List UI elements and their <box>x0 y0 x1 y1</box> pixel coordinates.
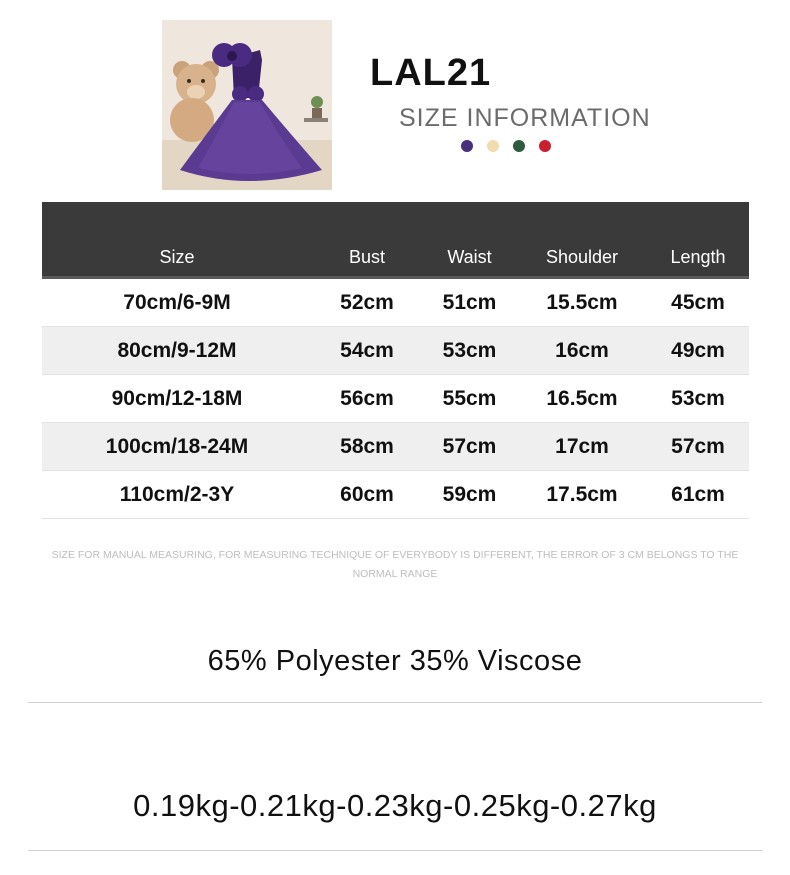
measuring-disclaimer: SIZE FOR MANUAL MEASURING, FOR MEASURING TECHNIQUE OF EVERYBODY IS DIFFERENT, THE ERROR OF 3 CM BELONGS TO THE NORMAL RANGE <box>51 549 739 580</box>
size-info-title: SIZE INFORMATION <box>399 104 651 132</box>
model-code: LAL21 <box>370 52 492 94</box>
length-cell: 57cm <box>647 423 749 471</box>
color-swatch[interactable] <box>487 140 499 152</box>
column-header-size: Size <box>42 202 312 278</box>
waist-cell: 59cm <box>422 471 517 519</box>
waist-cell: 55cm <box>422 375 517 423</box>
shoulder-cell: 16cm <box>517 327 647 375</box>
color-swatch[interactable] <box>513 140 525 152</box>
size-cell: 80cm/9-12M <box>42 327 312 375</box>
table-row <box>42 471 749 519</box>
waist-cell: 57cm <box>422 423 517 471</box>
bust-cell: 60cm <box>312 471 422 519</box>
size-cell: 90cm/12-18M <box>42 375 312 423</box>
bust-cell: 58cm <box>312 423 422 471</box>
column-header-length: Length <box>647 202 749 278</box>
length-cell: 45cm <box>647 278 749 327</box>
product-photo <box>162 20 332 190</box>
shoulder-cell: 16.5cm <box>517 375 647 423</box>
table-row <box>42 327 749 375</box>
waist-cell: 53cm <box>422 327 517 375</box>
table-header-row <box>42 202 749 278</box>
table-row <box>42 375 749 423</box>
color-swatch[interactable] <box>539 140 551 152</box>
size-cell: 100cm/18-24M <box>42 423 312 471</box>
color-swatches <box>461 140 551 152</box>
material-composition: 65% Polyester 35% Viscose <box>207 645 583 677</box>
size-table <box>42 202 749 519</box>
divider <box>28 850 762 851</box>
size-cell: 70cm/6-9M <box>42 278 312 327</box>
column-header-bust: Bust <box>312 202 422 278</box>
column-header-waist: Waist <box>422 202 517 278</box>
bust-cell: 54cm <box>312 327 422 375</box>
shoulder-cell: 17cm <box>517 423 647 471</box>
divider <box>28 702 762 703</box>
column-header-shoulder: Shoulder <box>517 202 647 278</box>
shoulder-cell: 17.5cm <box>517 471 647 519</box>
size-cell: 110cm/2-3Y <box>42 471 312 519</box>
table-row <box>42 278 749 327</box>
weight-list: 0.19kg-0.21kg-0.23kg-0.25kg-0.27kg <box>133 788 657 823</box>
shoulder-cell: 15.5cm <box>517 278 647 327</box>
table-row <box>42 423 749 471</box>
bust-cell: 56cm <box>312 375 422 423</box>
length-cell: 53cm <box>647 375 749 423</box>
length-cell: 49cm <box>647 327 749 375</box>
waist-cell: 51cm <box>422 278 517 327</box>
color-swatch[interactable] <box>461 140 473 152</box>
bust-cell: 52cm <box>312 278 422 327</box>
length-cell: 61cm <box>647 471 749 519</box>
